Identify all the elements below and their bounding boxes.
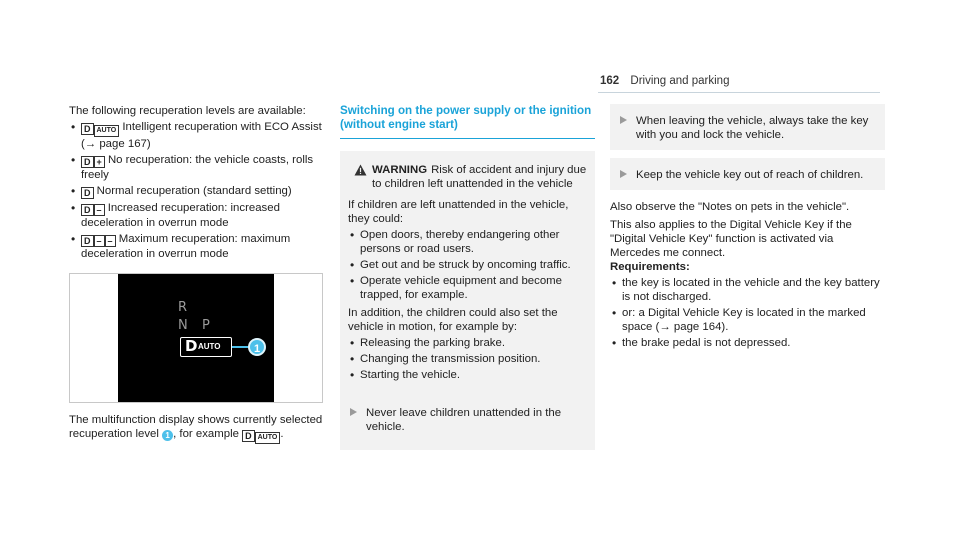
note-text: Keep the vehicle key out of reach of children. (636, 169, 864, 181)
plus-key-icon: + (94, 156, 105, 168)
note-arrow-icon (620, 116, 627, 124)
drive-key-icon: D (81, 235, 94, 247)
note-text: When leaving the vehicle, always take the key with you and lock the vehicle. (636, 115, 869, 141)
recuperation-levels-list (69, 120, 327, 261)
auto-label: AUTO (198, 342, 221, 351)
level-text: Maximum recuperation: maximum deceleration in overrun mode (81, 233, 291, 260)
multifunction-display-figure (69, 273, 323, 403)
caption-end: . (280, 428, 284, 440)
list-item (69, 184, 327, 199)
display-screen (118, 274, 274, 402)
note-item (610, 158, 885, 190)
section-title: Switching on the power supply or the ignition (without engine start) (340, 104, 595, 139)
list-item: • the brake pedal is not depressed. (610, 336, 885, 350)
list-item (69, 120, 327, 151)
gear-d-auto-indicator (180, 337, 232, 357)
level-text: Normal recuperation (standard setting) (96, 185, 292, 197)
list-item (69, 232, 327, 261)
gear-r-label: R (178, 300, 188, 315)
minus-key-icon: – (105, 235, 116, 247)
page-number: 162 (600, 75, 620, 87)
list-item: • Get out and be struck by oncoming traffic. (348, 258, 587, 272)
figure-caption (69, 413, 327, 444)
callout-number-icon: 1 (162, 430, 173, 441)
level-text: No recuperation: the vehicle coasts, rolls freely (81, 154, 314, 181)
callout-leader-line (232, 346, 249, 348)
note-arrow-icon (620, 170, 627, 178)
auto-key-icon: AUTO (255, 432, 281, 444)
drive-key-icon: D (81, 204, 94, 216)
list-item: • Operate vehicle equipment and become trapped, for example. (348, 274, 587, 302)
column-recuperation (69, 104, 327, 444)
list-item (69, 201, 327, 230)
list-item: • Open doors, thereby endangering other persons or road users. (348, 228, 587, 256)
drive-key-icon: D (81, 123, 94, 135)
warning-paragraph: In addition, the children could also set the vehicle in motion, for example by: (348, 307, 558, 333)
note-arrow-icon (350, 408, 357, 416)
note-item (610, 104, 885, 150)
minus-key-icon: – (94, 235, 105, 247)
list-item: • Changing the transmission position. (348, 352, 587, 366)
gear-p-label: P (202, 318, 210, 333)
column-power-supply (340, 104, 595, 450)
note-item (340, 396, 595, 442)
warning-label: WARNING (372, 164, 428, 176)
caption-text: The multifunction display shows currently selected recuperation level (69, 414, 323, 440)
auto-key-icon: AUTO (94, 125, 120, 137)
gear-n-label: N (178, 318, 188, 333)
section-name: Driving and parking (630, 75, 730, 87)
list-item: • the key is located in the vehicle and the key battery is not discharged. (610, 276, 885, 304)
warning-triangle-icon (354, 164, 367, 176)
note-text: Never leave children unattended in the vehicle. (366, 407, 562, 433)
warning-paragraph: If children are left unattended in the vehicle, they could: (348, 199, 569, 225)
column-notes (610, 104, 885, 350)
list-item: • Releasing the parking brake. (348, 336, 587, 350)
drive-key-icon: D (81, 156, 94, 168)
page-header (600, 74, 729, 88)
level-text: Increased recuperation: increased deceleration in overrun mode (81, 202, 280, 229)
recuperation-intro: The following recuperation levels are available: (69, 105, 306, 117)
motion-list (348, 336, 587, 382)
caption-text-2: , for example (173, 428, 239, 440)
warning-box (340, 151, 595, 450)
requirements-list (610, 276, 885, 350)
level-text: Intelligent recuperation with ECO Assist (→ page 167) (81, 121, 322, 150)
risk-list (348, 228, 587, 302)
gear-d-label: D (185, 337, 198, 355)
list-item: • or: a Digital Vehicle Key is located in the marked space (→ page 164). (610, 306, 885, 334)
minus-key-icon: – (94, 204, 105, 216)
drive-key-icon: D (242, 430, 255, 442)
pets-note: Also observe the "Notes on pets in the vehicle". (610, 201, 850, 213)
header-divider (598, 92, 880, 93)
digital-key-note: This also applies to the Digital Vehicle Key if the "Digital Vehicle Key" function is activated via Mercedes me connect. (610, 219, 852, 259)
requirements-title: Requirements: (610, 261, 690, 273)
list-item: • Starting the vehicle. (348, 368, 587, 382)
list-item (69, 153, 327, 182)
warning-header (348, 163, 587, 191)
warning-text: Risk of accident and injury due to children left unattended in the vehicle (372, 164, 587, 190)
callout-marker: 1 (248, 338, 266, 356)
drive-key-icon: D (81, 187, 94, 199)
